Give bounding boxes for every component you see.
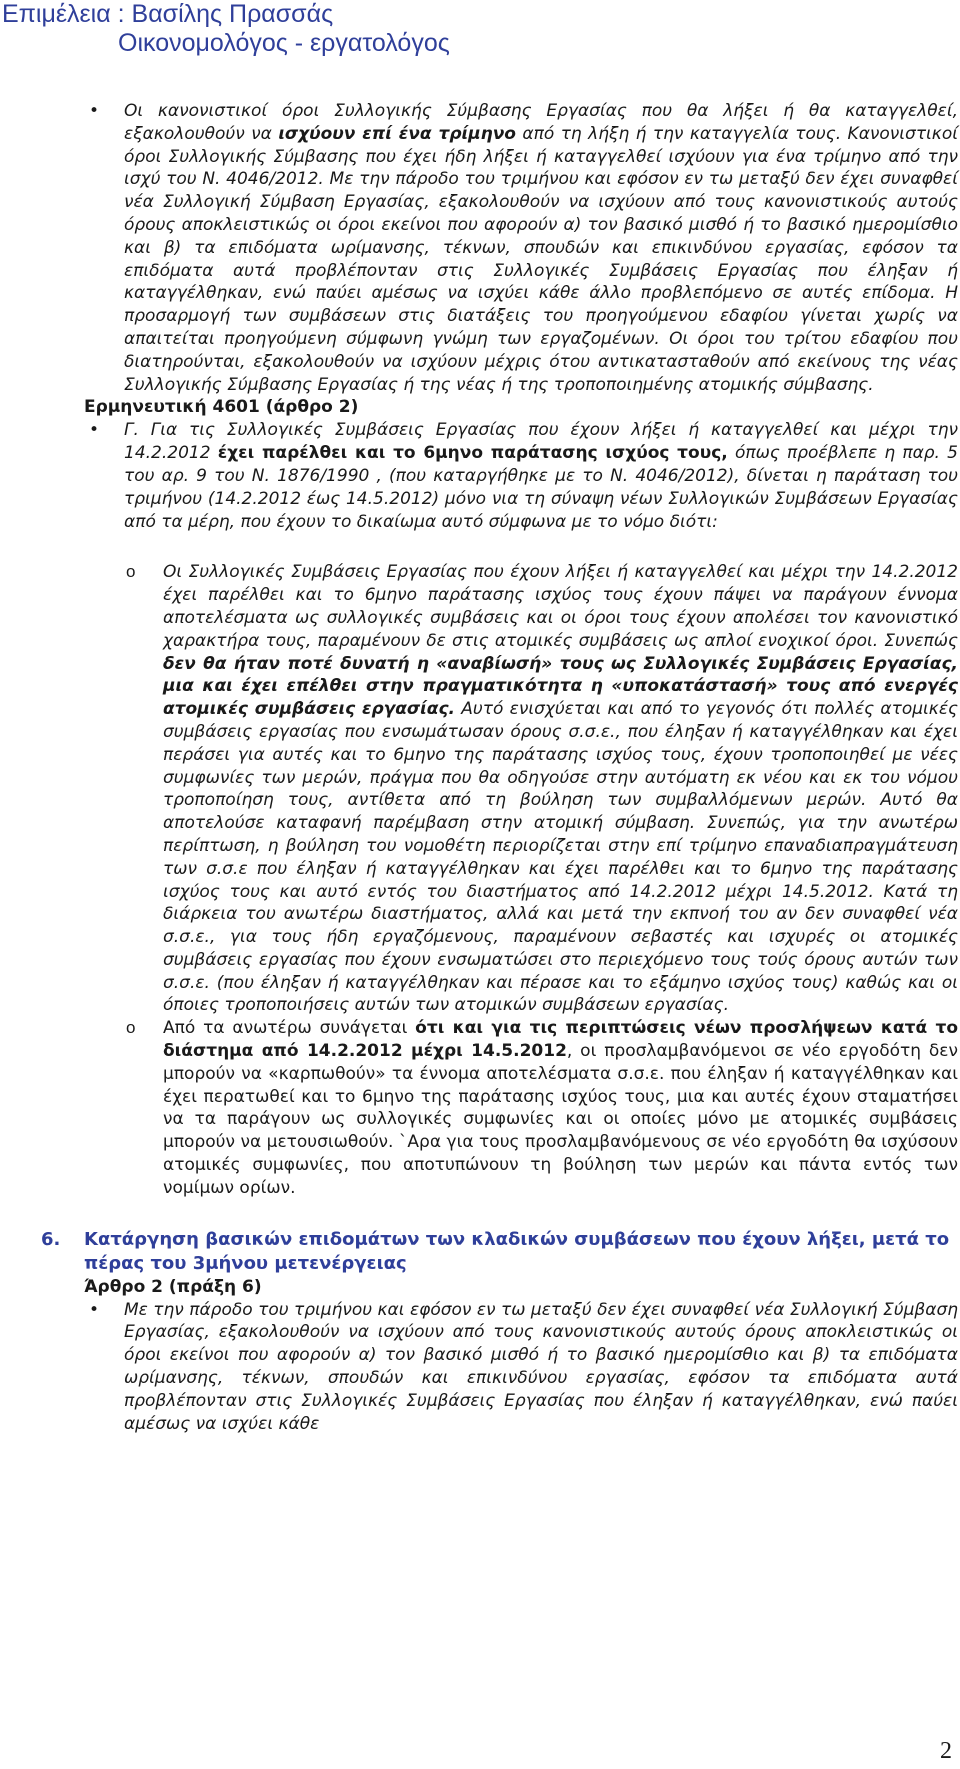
bullet2-bold: έχει παρέλθει και το 6μηνο παράτασης ισχύος τους,: [217, 443, 728, 464]
bullet2-end: όπως προέβλεπε η παρ. 5 του αρ. 9 του Ν. 1876/1990 , (που καταργήθηκε με το Ν. 4046/2012), δίνεται η παράταση του τριμήνου (14.2.2012 έως 14.5.2012) μόνο νια τη σύναψη νέων Συλλογικών Συμβάσεων Εργασίας από τα μέρη, που έχουν το δικαίωμα αυτό σύμφωνα με το νόμο διότι:: [124, 443, 958, 532]
document-body: [0, 100, 960, 1435]
sub1-bold: δεν θα ήταν ποτέ δυνατή η «αναβίωσή» τους ως Συλλογικές Συμβάσεις Εργασίας, μια και έχει επέλθει στην πραγματικότητα η «υποκατάστασή» τους από ενεργές ατομικές συμβάσεις εργασίας.: [163, 653, 958, 720]
section-number: 6.: [41, 1228, 61, 1250]
page-header: [0, 0, 600, 58]
bullet1-end: από τη λήξη ή την καταγγελία τους.: [515, 123, 842, 144]
circle-bullet-icon: o: [126, 1018, 136, 1038]
bullet1-text: Οι κανονιστικοί όροι Συλλογικής Σύμβασης Εργασίας που θα λήξει ή θα καταγγελθεί, εξακολουθούν να: [124, 101, 958, 144]
sub2-end: , οι προσλαμβανόμενοι σε νέο εργοδότη δεν μπορούν να «καρπωθούν» τα έννομα αποτελέσματα σ.σ.ε. που έληξαν ή καταγγέλθηκαν και έχει περατωθεί και το 6μηνο της παράτασης ισχύος τους, μια και αυτές έχουν σταματήσει να τα παράγουν ως συλλογικές συμφωνίες και οι οποίες μόνο με ατομικές συμβάσεις μπορούν να μετουσιωθούν. `Αρα για τους προσλαμβανόμενους σε νέο εργοδότη θα ισχύσουν ατομικές συμφωνίες, που αποτυπώνουν τη βούληση των μερών και πάντα εντός των νομίμων ορίων.: [163, 1041, 958, 1198]
sub1-end: Αυτό ενισχύεται και από το γεγονός ότι πολλές ατομικές συμβάσεις εργασίας που ενσωμάτωσαν όρους σ.σ.ε., που έληξαν ή καταγγέλθηκαν και έχει περάσει για αυτές και το 6μηνο της παράτασης ισχύος τους, έχουν τροποποιηθεί με νέες συμφωνίες των μερών, πράγμα που θα οδηγούσε στην αυτόματη εκ νέου και εκ του νόμου τροποποίηση τους, αντίθετα από τη βούληση των συμβαλλόμενων μερών. Αυτό θα αποτελούσε καταφανή παρέμβαση στην ατομική σύμβαση. Συνεπώς, για την ανωτέρω περίπτωση, η βούληση του νομοθέτη περιορίζεται στην επί τρίμηνο επαναδιαπραγμάτευση των σ.σ.ε που έληξαν ή καταγγέλθηκαν και έχει παρέλθει και το 6μηνο της παράτασης ισχύος τους και αυτό εντός του διαστήματος από 14.2.2012 μέχρι 14.5.2012. Κατά τη διάρκεια του ανωτέρω διαστήματος, αλλά και μετά την εκπνοή του αν δεν συναφθεί νέα σ.σ.ε., για τους ήδη εργαζόμενους, παραμένουν σεβαστές και ισχυρές οι ατομικές συμβάσεις εργασίας που έχουν ενσωματώσει στο περιεχόμενο τους τούς όρους αυτών των σ.σ.ε. (που έληξαν ή καταγγέλθηκαν και πέρασε και το εξάμηνο ισχύος τους) καθώς και οι όποιες τροποποιήσεις αυτών των ατομικών συμβάσεων εργασίας.: [163, 699, 958, 1016]
bullet-icon: •: [88, 1299, 100, 1320]
bullet1-bold: ισχύουν επί ένα τρίμηνο: [278, 123, 516, 144]
bullet-item: [0, 1299, 960, 1436]
sub-bullet-item: [0, 1017, 960, 1199]
bullet1-p4: Η προσαρμογή των συμβάσεων στις διατάξεις του προηγούμενου εδαφίου γίνεται χωρίς να απαιτείται προηγούμενη σύμφωνη γνώμη των εργαζομένων. Οι όροι του τρίτου εδαφίου που διατηρούνται, εξακολουθούν να ισχύουν μέχρις ότου αντικατασταθούν από εκείνους της νέας Συλλογικής Σύμβασης Εργασίας ή της νέας ή της τροποποιημένης ατομικής σύμβασης.: [124, 283, 959, 395]
circle-bullet-icon: o: [126, 562, 136, 582]
sub2-bold: ότι και για τις περιπτώσεις νέων προσλήψεων κατά το διάστημα από 14.2.2012 μέχρι 14.5.2012: [163, 1018, 958, 1062]
bullet-item: [0, 100, 960, 396]
header-profession: Οικονομολόγος - εργατολόγος: [118, 29, 450, 57]
sub2-text: Από τα ανωτέρω συνάγεται: [163, 1018, 416, 1039]
interpretation-heading: Ερμηνευτική 4601 (άρθρο 2): [84, 397, 359, 418]
header-editor: Επιμέλεια : Βασίλης Πρασσάς: [2, 0, 334, 28]
page-number: 2: [940, 1738, 952, 1764]
sub-bullet-item: [0, 561, 960, 1017]
bullet-icon: •: [88, 420, 100, 441]
bullet-item: [0, 419, 960, 533]
article-heading: Άρθρο 2 (πράξη 6): [84, 1276, 262, 1297]
bullet2-text: Γ. Για τις Συλλογικές Συμβάσεις Εργασίας που έχουν λήξει ή καταγγελθεί και μέχρι την 14.2.2012: [124, 420, 958, 464]
sub1-text: Οι Συλλογικές Συμβάσεις Εργασίας που έχουν λήξει ή καταγγελθεί και μέχρι την 14.2.2012 έχει παρέλθει και το 6μηνο παράτασης ισχύος τους έχουν πάψει να παράγουν έννομα αποτελέσματα ως συλλογικές συμβάσεις και οι όροι τους έχουν απολέσει τον κανονιστικό χαρακτήρα τους, παραμένουν δε στις ατομικές συμβάσεις ως απλοί ενοχικοί όροι. Συνεπώς: [163, 562, 958, 651]
section-heading: [0, 1228, 960, 1276]
bullet1-p3: Με την πάροδο του τριμήνου και εφόσον εν τω μεταξύ δεν έχει συναφθεί νέα Συλλογική Σύμβαση Εργασίας, εξακολουθούν να ισχύουν από τους κανονιστικούς αυτούς όρους αποκλειστικώς οι όροι εκείνοι που αφορούν α) τον βασικό μισθό ή το βασικό ημερομίσθιο και β) τα επιδόματα ωρίμανσης, τέκνων, σπουδών και επικινδύνου εργασίας, εφόσον τα επιδόματα αυτά προβλέπονταν στις Συλλογικές Συμβάσεις Εργασίας που έληξαν ή καταγγέλθηκαν, ενώ παύει αμέσως να ισχύει κάθε άλλο προβλεπόμενο σε αυτές επίδομα.: [124, 169, 959, 304]
bullet1-p2: Κανονιστικοί όροι Συλλογικής Σύμβασης που έχει ήδη λήξει ή καταγγελθεί ισχύουν για ένα τρίμηνο από την ισχύ του Ν. 4046/2012.: [124, 123, 958, 190]
section-title: Κατάργηση βασικών επιδομάτων των κλαδικών συμβάσεων που έχουν λήξει, μετά το πέρας του 3μήνου μετενέργειας: [84, 1228, 950, 1274]
bullet3-text: Με την πάροδο του τριμήνου και εφόσον εν τω μεταξύ δεν έχει συναφθεί νέα Συλλογική Σύμβαση Εργασίας, εξακολουθούν να ισχύουν από τους κανονιστικούς αυτούς όρους αποκλειστικώς οι όροι εκείνοι που αφορούν α) τον βασικό μισθό ή το βασικό ημερομίσθιο και β) τα επιδόματα ωρίμανσης, τέκνων, σπουδών και επικινδύνου εργασίας, εφόσον τα επιδόματα αυτά προβλέπονταν στις Συλλογικές Συμβάσεις Εργασίας που έληξαν ή καταγγέλθηκαν, ενώ παύει αμέσως να ισχύει κάθε: [124, 1299, 958, 1434]
bullet-icon: •: [88, 101, 100, 121]
